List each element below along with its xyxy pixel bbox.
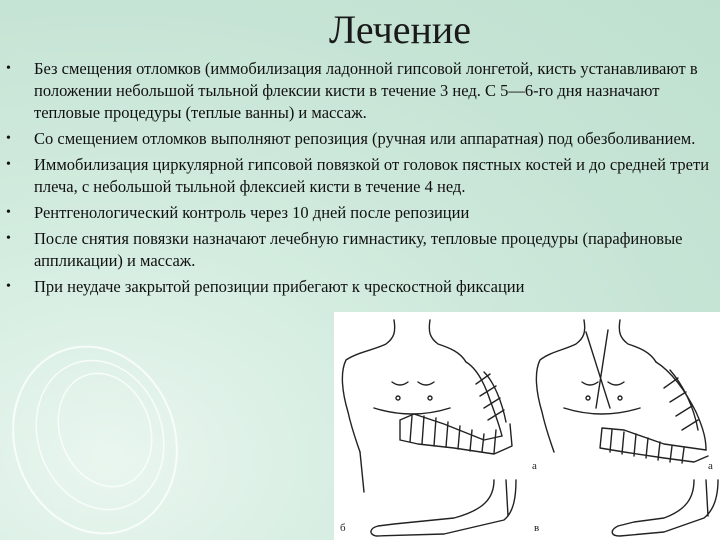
cast-illustration: [334, 312, 720, 540]
bullet-text: Иммобилизация циркулярной гипсовой повязкой от головок пястных костей и до средней трети плеча, с небольшой тыльной флексией кисти в течение 4 нед.: [34, 155, 710, 196]
cast-drawing: [334, 312, 720, 540]
figure-label-a2: а: [708, 460, 713, 472]
bullet-item: [0, 228, 720, 272]
bullet-item: [0, 128, 720, 150]
figure-label-b: б: [340, 522, 346, 534]
bullet-text: Без смещения отломков (иммобилизация ладонной гипсовой лонгетой, кисть устанавливают в положении небольшой тыльной флексии кисти в течение 3 нед. С 5—6-го дня назначают тепловые процедуры (теплые ванны) и массаж.: [34, 59, 698, 122]
bullet-dot: •: [6, 205, 11, 220]
bullet-text: Рентгенологический контроль через 10 дней после репозиции: [34, 203, 470, 222]
figure-label-a: а: [532, 460, 537, 472]
bullet-dot: •: [6, 231, 11, 246]
bullet-text: После снятия повязки назначают лечебную гимнастику, тепловые процедуры (парафиновые аппликации) и массаж.: [34, 229, 683, 270]
bullet-dot: •: [6, 131, 11, 146]
bullet-item: [0, 202, 720, 224]
slide-title: Лечение: [328, 7, 472, 52]
figure-label-v: в: [534, 522, 540, 534]
bullet-text: При неудаче закрытой репозиции прибегают к чрескостной фиксации: [34, 277, 525, 296]
bullet-text: Со смещением отломков выполняют репозиция (ручная или аппаратная) под обезболиванием.: [34, 129, 696, 148]
bullet-list: [0, 58, 720, 302]
bullet-item: [0, 276, 720, 298]
bullet-item: [0, 154, 720, 198]
bullet-item: [0, 58, 720, 124]
bullet-dot: •: [6, 157, 11, 172]
bullet-dot: •: [6, 279, 11, 294]
bullet-dot: •: [6, 61, 11, 76]
